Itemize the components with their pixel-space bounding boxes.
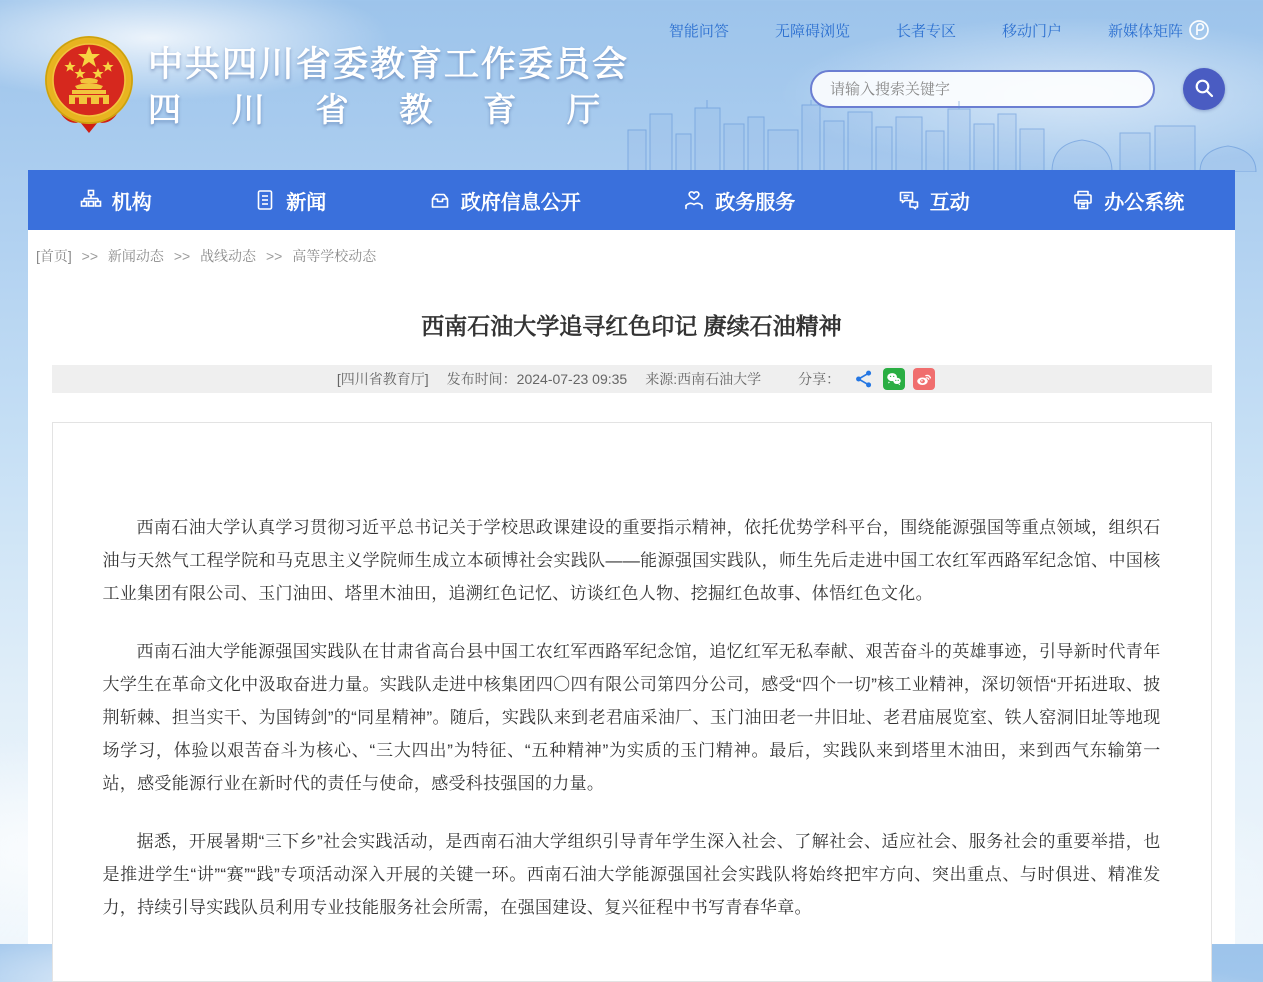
org-title-line1: 中共四川省委教育工作委员会 <box>148 45 630 84</box>
weibo-icon[interactable] <box>913 368 935 390</box>
national-emblem-logo <box>42 34 136 142</box>
article-meta-bar <box>52 365 1212 393</box>
org-chart-icon <box>79 188 103 212</box>
meta-source <box>645 369 761 389</box>
meta-source-value: 西南石油大学 <box>677 371 762 387</box>
nav-item-label: 政务服务 <box>715 191 796 214</box>
nav-item-label: 互动 <box>929 191 970 214</box>
meta-publish <box>447 369 628 389</box>
breadcrumb-higher-edu[interactable]: 高等学校动态 <box>292 248 377 264</box>
site-header <box>0 45 1263 170</box>
article-paragraph: 据悉，开展暑期“三下乡”社会实践活动，是西南石油大学组织引导青年学生深入社会、了解社会、适应社会、服务社会的重要举措，也是推进学生“讲”“赛”“践”专项活动深入开展的关键一环。西南石油大学能源强国社会实践队将始终把牢方向、突出重点、与时俱进、精准发力，持续引导实践队员利用专业技能服务社会所需，在强国建设、复兴征程中书写青春华章。 <box>102 832 1161 917</box>
nav-item-label: 新闻 <box>286 191 327 214</box>
top-link-label: 新媒体矩阵 <box>1107 22 1183 40</box>
main-content <box>28 230 1235 944</box>
meta-publish-time: 2024-07-23 09:35 <box>516 371 628 387</box>
top-link-senior-zone[interactable] <box>896 20 956 41</box>
service-heart-icon <box>682 188 706 212</box>
breadcrumb-separator: >> <box>81 248 99 264</box>
search-input[interactable] <box>810 70 1155 108</box>
nav-item-gov-info[interactable] <box>428 186 581 215</box>
breadcrumb-frontline[interactable]: 战线动态 <box>200 248 257 264</box>
main-navbar <box>28 170 1235 230</box>
article-paragraph: 西南石油大学认真学习贯彻习近平总书记关于学校思政课建设的重要指示精神，依托优势学科平台，围绕能源强国等重点领域，组织石油与天然气工程学院和马克思主义学院师生成立本硕博社会实践队——能源强国实践队，师生先后走进中国工农红军西路军纪念馆、中国核工业集团有限公司、玉门油田、塔里木油田，追溯红色记忆、访谈红色人物、挖掘红色故事、体悟红色文化。 <box>102 518 1161 603</box>
breadcrumb-separator: >> <box>173 248 191 264</box>
meta-publish-label: 发布时间： <box>446 371 517 387</box>
wechat-icon[interactable] <box>883 368 905 390</box>
nav-item-interaction[interactable] <box>897 186 970 215</box>
search-button[interactable] <box>1183 68 1225 110</box>
gov-info-icon <box>428 188 452 212</box>
search-icon <box>1193 77 1215 102</box>
meta-share-label: 分享： <box>798 371 841 387</box>
top-link-media-matrix[interactable] <box>1108 18 1211 42</box>
share-nodes-icon[interactable] <box>853 368 875 390</box>
top-link-mobile-portal[interactable] <box>1002 20 1062 41</box>
nav-item-label: 政府信息公开 <box>460 191 581 214</box>
share-icons <box>853 368 935 390</box>
nav-item-gov-service[interactable] <box>682 186 795 215</box>
nav-item-organization[interactable] <box>79 186 152 215</box>
search-area <box>810 68 1225 110</box>
top-link-label: 移动门户 <box>1001 22 1062 40</box>
nav-item-label: 机构 <box>111 191 152 214</box>
nav-item-label: 办公系统 <box>1104 191 1185 214</box>
top-link-smart-qa[interactable] <box>669 20 729 41</box>
top-link-accessibility[interactable] <box>775 20 850 41</box>
breadcrumb-separator: >> <box>265 248 283 264</box>
breadcrumb <box>28 230 1235 266</box>
site-logo-home-link[interactable] <box>42 34 629 142</box>
breadcrumb-home[interactable]: [首页] <box>36 248 72 264</box>
office-system-icon <box>1071 188 1095 212</box>
article-body <box>52 422 1212 982</box>
news-doc-icon <box>253 188 277 212</box>
article-title: 西南石油大学追寻红色印记 赓续石油精神 <box>421 313 842 339</box>
media-matrix-icon <box>1187 18 1211 42</box>
org-title-line2: 四 川 省 教 育 厅 <box>148 91 600 128</box>
nav-item-office-system[interactable] <box>1071 186 1184 215</box>
top-link-label: 长者专区 <box>895 22 956 40</box>
interact-chat-icon <box>897 188 921 212</box>
top-link-label: 无障碍浏览 <box>774 22 850 40</box>
nav-item-news[interactable] <box>253 186 326 215</box>
breadcrumb-news[interactable]: 新闻动态 <box>107 248 164 264</box>
top-link-label: 智能问答 <box>668 22 729 40</box>
article-paragraph: 西南石油大学能源强国实践队在甘肃省高台县中国工农红军西路军纪念馆，追忆红军无私奉献、艰苦奋斗的英雄事迹，引导新时代青年大学生在革命文化中汲取奋进力量。实践队走进中核集团四〇四有限公司第四分公司，感受“四个一切”核工业精神，深切领悟“开拓进取、披荆斩棘、担当实干、为国铸剑”的“同星精神”。随后，实践队来到老君庙采油厂、玉门油田老一井旧址、老君庙展览室、铁人窑洞旧址等地现场学习，体验以艰苦奋斗为核心、“三大四出”为特征、“五种精神”为实质的玉门精神。最后，实践队来到塔里木油田，来到西气东输第一站，感受能源行业在新时代的责任与使命，感受科技强国的力量。 <box>102 642 1161 793</box>
site-titles <box>148 43 629 133</box>
meta-source-label: 来源: <box>645 371 678 387</box>
top-links <box>669 18 1211 42</box>
meta-department: [四川省教育厅] <box>336 371 429 387</box>
